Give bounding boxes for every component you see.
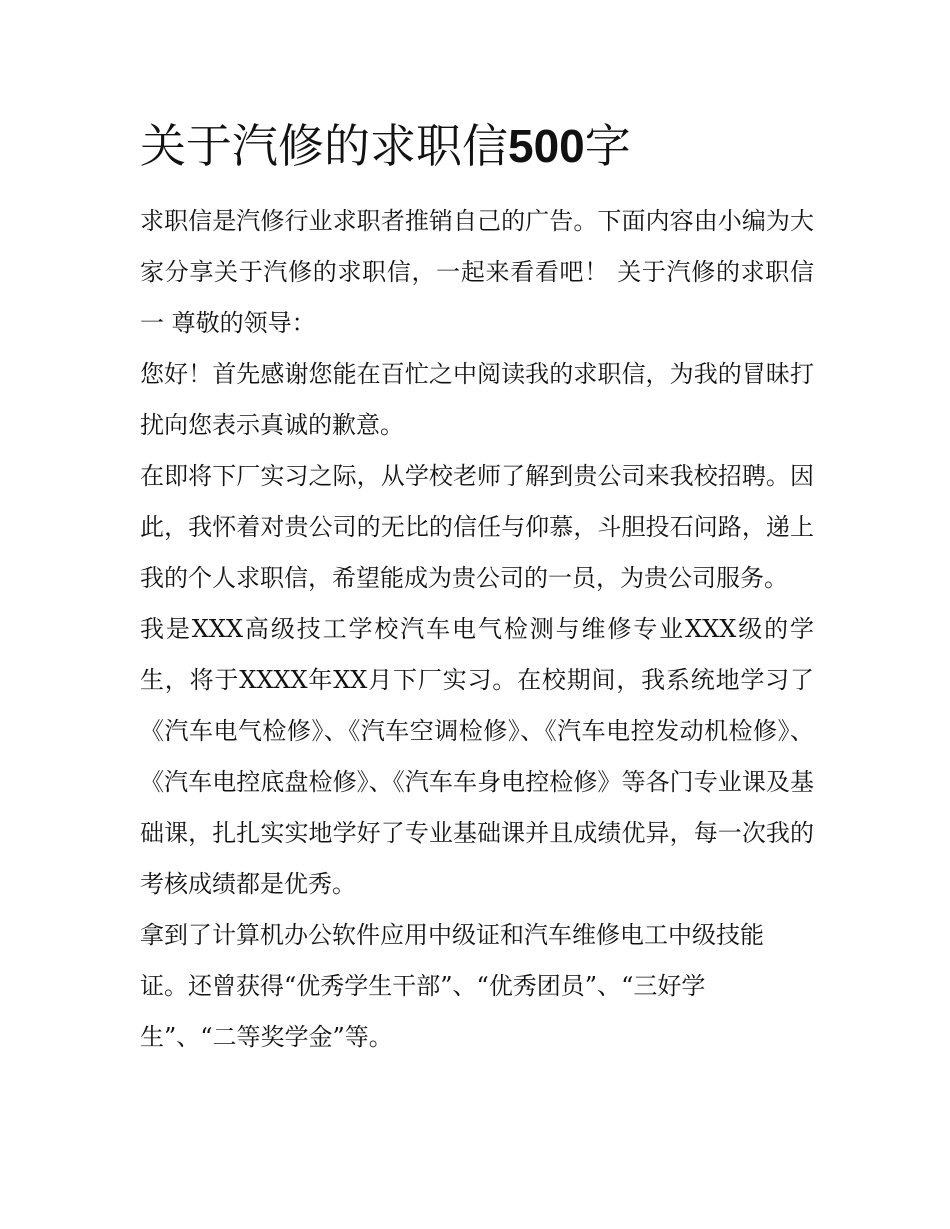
certificates-line-2: 证。还曾获得“优秀学生干部”、“优秀团员”、“三好学 bbox=[140, 972, 706, 1000]
paragraph-intro: 求职信是汽修行业求职者推销自己的广告。下面内容由小编为大家分享关于汽修的求职信，一起来看看吧！ 关于汽修的求职信一 尊敬的领导： bbox=[140, 207, 814, 337]
paragraph-education: 我是XXX高级技工学校汽车电气检测与维修专业XXX级的学生，将于XXXX年XX月下厂实习。在校期间，我系统地学习了《汽车电气检修》、《汽车空调检修》、《汽车电控发动机检修》、《汽车电控底盘检修》、《汽车车身电控检修》等各门专业课及基础课，扎扎实实地学好了专业基础课并且成绩优异，每一次我的考核成绩都是优秀。 bbox=[140, 615, 814, 898]
title-number: 500 bbox=[508, 120, 585, 172]
title-suffix: 字 bbox=[584, 119, 631, 173]
document-title bbox=[140, 112, 820, 180]
title-text: 关于汽修的求职信 bbox=[140, 119, 508, 173]
certificates-line-3: 生”、“二等奖学金”等。 bbox=[140, 1023, 393, 1051]
document-body bbox=[140, 196, 814, 1063]
certificates-line-1: 拿到了计算机办公软件应用中级证和汽车维修电工中级技能 bbox=[140, 921, 764, 949]
paragraph-greeting: 您好！首先感谢您能在百忙之中阅读我的求职信，为我的冒昧打扰向您表示真诚的歉意。 bbox=[140, 360, 814, 439]
paragraph-application: 在即将下厂实习之际，从学校老师了解到贵公司来我校招聘。因此，我怀着对贵公司的无比的信任与仰慕，斗胆投石问路，递上我的个人求职信，希望能成为贵公司的一员，为贵公司服务。 bbox=[140, 462, 814, 592]
paragraph-certificates bbox=[140, 910, 814, 1063]
